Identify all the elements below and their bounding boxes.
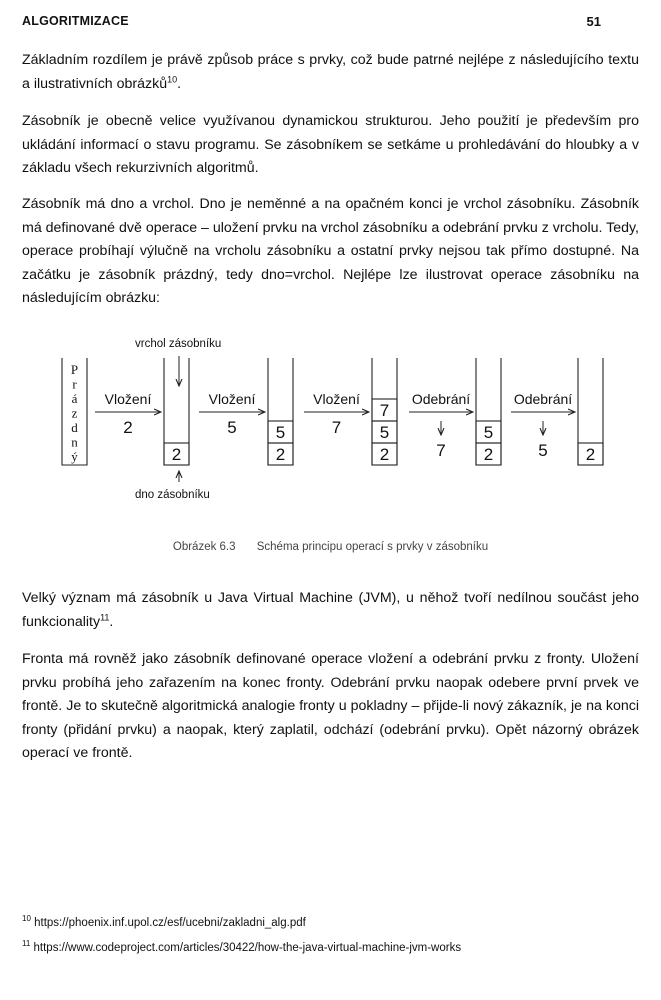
operation-label: Vložení (208, 391, 256, 407)
chapter-title: ALGORITMIZACE (22, 14, 129, 28)
stack-cell-value: 2 (171, 445, 182, 464)
footnote-10 (22, 914, 306, 929)
footnote-link[interactable]: https://www.codeproject.com/articles/30422/how-the-java-virtual-machine-jvm-works (33, 942, 462, 954)
paragraph-jvm-text: Velký význam má zásobník u Java Virtual Machine (JVM), u něhož tvoří nedílnou součást jeho funkcionality (22, 590, 639, 630)
stack-cell-value: 5 (275, 423, 286, 442)
operation-value: 7 (436, 441, 446, 460)
operation-value: 2 (123, 418, 133, 437)
empty-stack-letter: d (71, 420, 78, 435)
paragraph-jvm (22, 587, 639, 634)
stack-cell-value: 7 (379, 401, 390, 420)
paragraph-stack-operations: Zásobník má dno a vrchol. Dno je neměnné a na opačném konci je vrchol zásobníku. Zásobník má definované dvě operace – uložení prvku na vrchol zásobníku a odebrání prvku z vrcholu. Tedy, operace probíhají výlučně na vrcholu zásobníku a ostatní prvky nejsou tak přímo dostupné. Na začátku je zásobník prázdný, tedy dno=vrchol. Nejlépe lze ilustrovat operace zásobníku na následujícím obrázku: (22, 196, 639, 306)
stack-cell-value: 2 (275, 445, 286, 464)
empty-stack-letter: r (72, 376, 77, 392)
figure-caption (0, 541, 661, 553)
empty-stack-letter: P (70, 362, 79, 377)
operation-value: 7 (331, 418, 342, 437)
empty-stack-letter: z (71, 405, 78, 421)
page-number: 51 (586, 14, 601, 29)
bottom-of-stack-label: dno zásobníku (135, 489, 210, 501)
paragraph-stack-usage: Zásobník je obecně velice využívanou dynamickou strukturou. Jeho použití je především pro ukládání informací o stavu programu. Se zásobníkem se setkáme u prohledávání do hloubky a v základu všech rekurzivních algoritmů. (22, 113, 639, 176)
operation-value: 5 (538, 441, 548, 460)
footnote-link[interactable]: https://phoenix.inf.upol.cz/esf/ucebni/zakladni_alg.pdf (34, 917, 306, 929)
page-header (22, 14, 639, 34)
stack-cell-value: 2 (585, 445, 596, 464)
operation-label: Odebrání (513, 391, 573, 407)
empty-stack-letter: á (71, 391, 78, 406)
operation-value: 5 (227, 418, 237, 437)
footnote-number: 11 (22, 939, 31, 949)
footnote-ref-11[interactable]: 11 (100, 611, 110, 622)
paragraph-intro-text: Základním rozdílem je právě způsob práce s prvky, což bude patrné nejlépe z následujícího textu a ilustrativních obrázků (22, 52, 639, 92)
caption-title: Schéma principu operací s prvky v zásobníku (256, 541, 489, 553)
footnote-ref-10[interactable]: 10 (167, 73, 178, 84)
footnote-11 (22, 939, 462, 954)
stack-diagram (55, 334, 615, 509)
paragraph-queue: Fronta má rovněž jako zásobník definované operace vložení a odebrání prvku z fronty. Uložení prvku probíhá jeho zařazením na konec fronty. Odebrání prvku naopak odebere první prvek ve frontě. Je to skutečně algoritmická analogie fronty u pokladny – přijde-li nový zákazník, je na konci fronty (přidání prvku) a naopak, který zaplatil, odchází (odebrání prvku). Opět názorný obrázek operací ve frontě. (22, 651, 639, 761)
paragraph-intro-tail: . (177, 75, 182, 92)
operation-label: Vložení (313, 391, 360, 407)
empty-stack-letter: ý (71, 449, 78, 464)
footnote-number: 10 (22, 914, 31, 924)
caption-number: Obrázek 6.3 (172, 541, 236, 553)
top-of-stack-label: vrchol zásobníku (135, 338, 222, 350)
stack-cell-value: 5 (379, 423, 390, 442)
paragraph-jvm-tail: . (109, 613, 114, 630)
stack-cell-value: 2 (483, 445, 494, 464)
paragraph-intro (22, 49, 639, 96)
stack-cell-value: 2 (379, 445, 390, 464)
stack-diagram-svg (55, 334, 615, 509)
empty-stack-letter: n (71, 434, 78, 450)
operation-label: Vložení (104, 391, 152, 407)
operation-label: Odebrání (411, 391, 471, 407)
stack-cell-value: 5 (483, 423, 494, 442)
